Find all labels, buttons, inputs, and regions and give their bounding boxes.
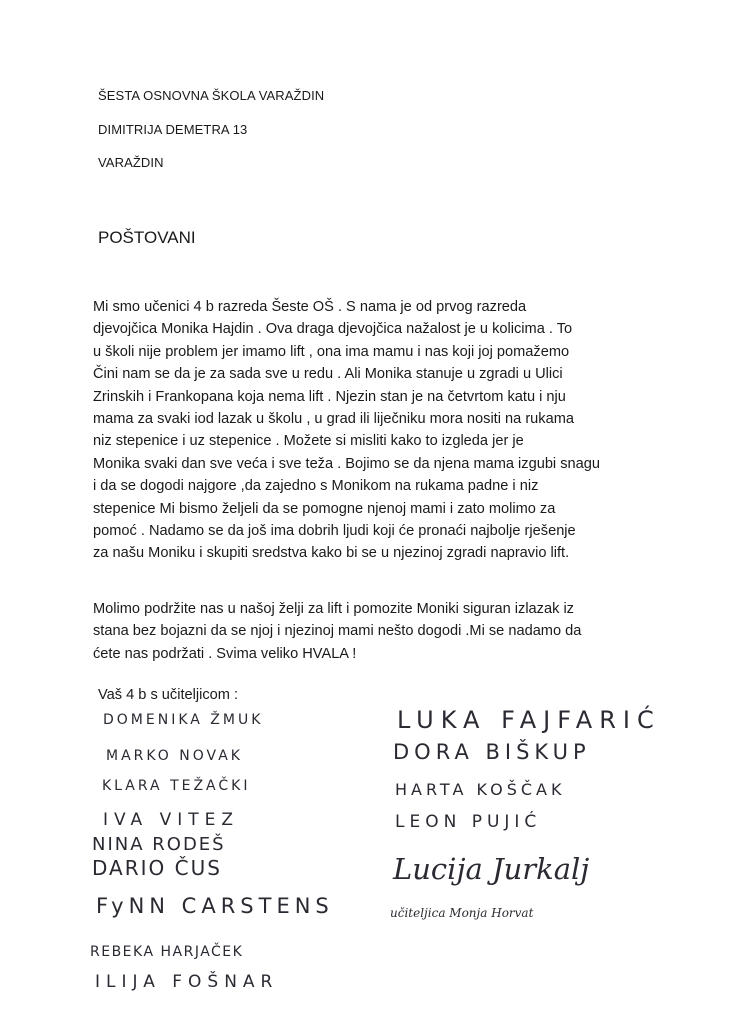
body-line: stepenice Mi bismo željeli da se pomogne njenoj mami i zato molimo za	[93, 500, 556, 517]
body-line: Zrinskih i Frankopana koja nema lift . Njezin stan je na četvrtom katu i nju	[93, 388, 566, 405]
body-line: za našu Moniku i skupiti sredstva kako bi se u njezinoj zgradi napravio lift.	[93, 545, 570, 562]
signoff: Vaš 4 b s učiteljicom :	[98, 687, 239, 703]
signature: DOMENIKA ŽMUK	[103, 712, 264, 728]
signature: NINA RODEŠ	[92, 834, 226, 855]
body-line: Molimo podržite nas u našoj želji za lift i pomozite Moniki siguran izlazak iz	[93, 601, 574, 617]
greeting: POŠTOVANI	[98, 228, 196, 247]
signature: FyNN CARSTENS	[96, 894, 334, 918]
body-line: u školi nije problem jer imamo lift , ona ima mamu i nas koji joj pomažemo	[93, 343, 570, 360]
signature: DARIO ČUS	[92, 856, 222, 880]
body-line: djevojčica Monika Hajdin . Ova draga djevojčica nažalost je u kolicima . To	[93, 321, 573, 338]
body-line: Monika svaki dan sve veća i sve teža . Bojimo se da njena mama izgubi snagu	[93, 455, 600, 472]
paragraph-1	[93, 296, 653, 565]
signature: HARTA KOŠČAK	[395, 780, 566, 799]
signature: LUKA FAJFARIĆ	[397, 706, 661, 734]
signature: LEON PUJIĆ	[395, 812, 542, 832]
school-city: VARAŽDIN	[98, 155, 164, 170]
signature: REBEKA HARJAČEK	[90, 944, 244, 960]
signature: Lucija Jurkalj	[393, 852, 590, 886]
signature: učiteljica Monja Horvat	[390, 906, 534, 920]
body-line: mama za svaki iod lazak u školu , u grad ili liječniku mora nositi na rukama	[93, 411, 574, 428]
body-line: pomoć . Nadamo se da još ima dobrih ljudi koji će pronaći najbolje rješenje	[93, 523, 576, 540]
body-line: stana bez bojazni da se njoj i njezinoj mami nešto dogodi .Mi se nadamo da	[93, 623, 582, 640]
signature: KLARA TEŽAČKI	[102, 778, 251, 794]
body-line: ćete nas podržati . Svima veliko HVALA !	[93, 645, 357, 662]
school-street: DIMITRIJA DEMETRA 13	[98, 122, 248, 137]
paragraph-2	[93, 598, 653, 665]
signature: DORA BIŠKUP	[393, 740, 591, 764]
signature: ILIJA FOŠNAR	[95, 972, 279, 992]
body-line: Mi smo učenici 4 b razreda Šeste OŠ . S nama je od prvog razreda	[93, 299, 527, 315]
signature: MARKO NOVAK	[106, 748, 243, 764]
body-line: niz stepenice i uz stepenice . Možete si misliti kako to izgleda jer je	[93, 433, 524, 450]
signature: IVA VITEZ	[103, 810, 240, 830]
body-line: Čini nam se da je za sada sve u redu . Ali Monika stanuje u zgradi u Ulici	[93, 366, 563, 383]
body-line: i da se dogodi najgore ,da zajedno s Monikom na rukama padne i niz	[93, 478, 539, 495]
school-name: ŠESTA OSNOVNA ŠKOLA VARAŽDIN	[98, 88, 325, 103]
